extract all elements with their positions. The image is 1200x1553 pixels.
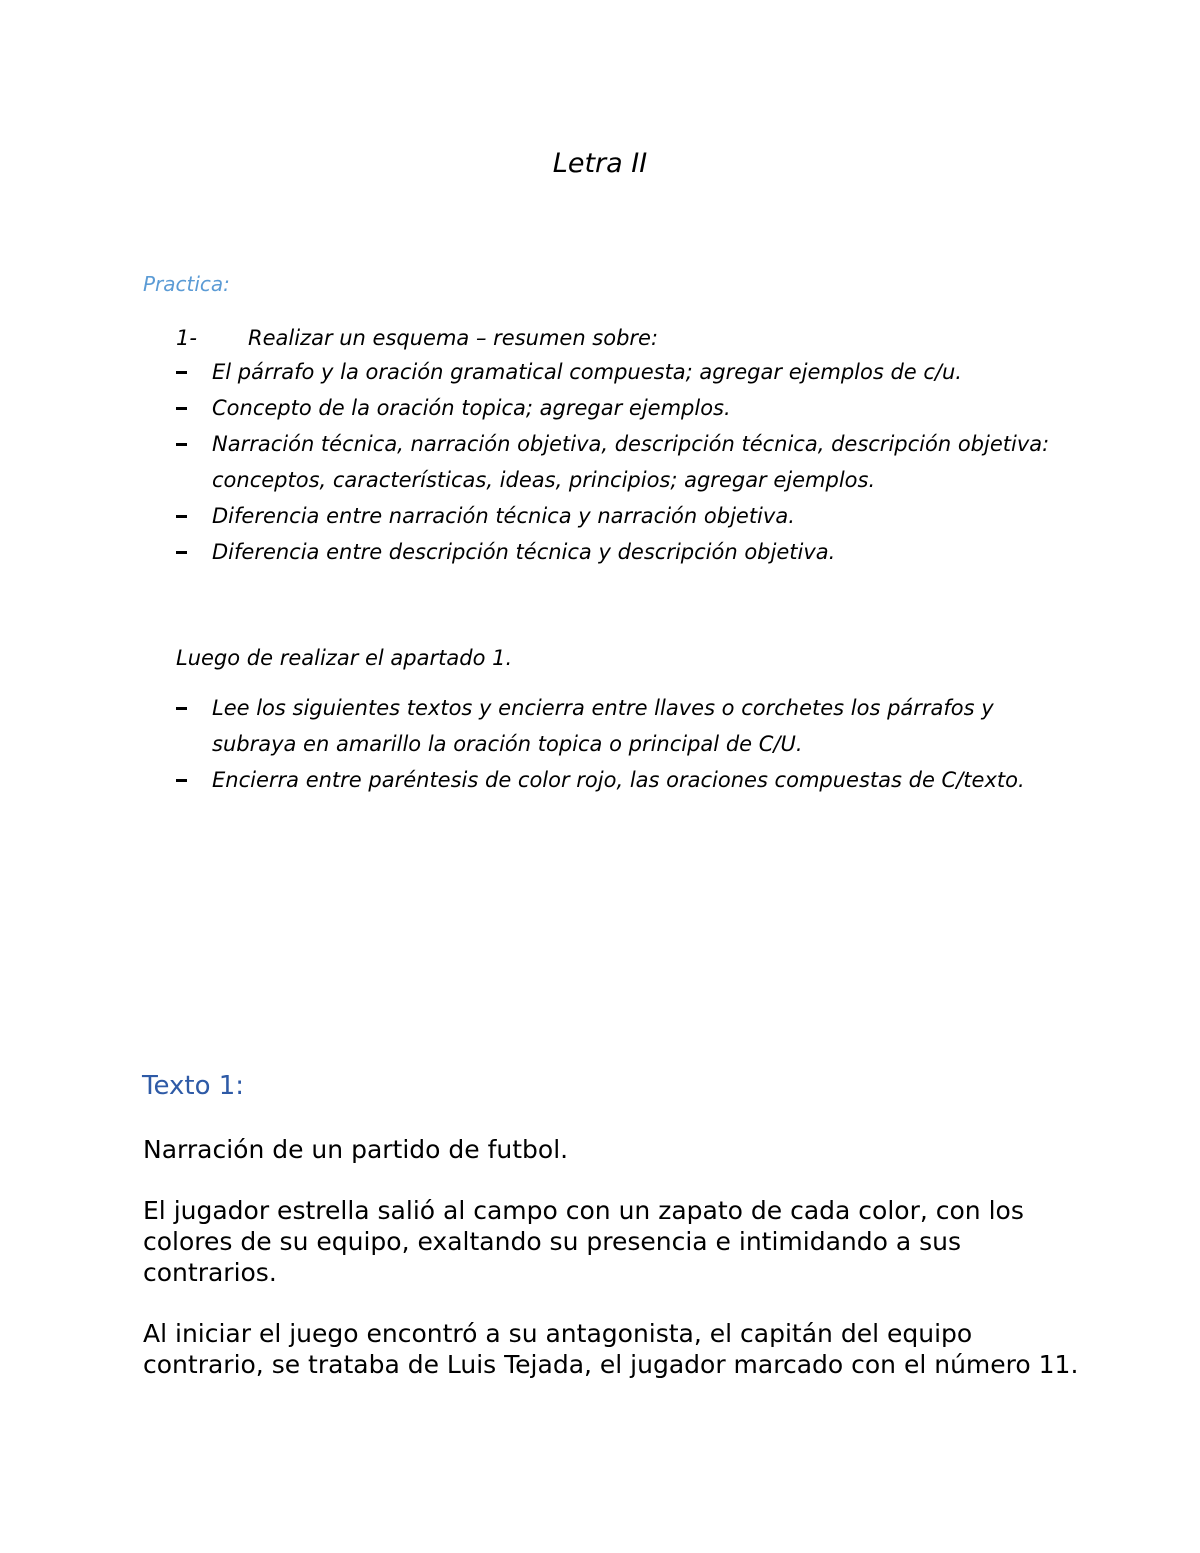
list-item <box>176 534 1076 570</box>
section-label: Practica: <box>143 272 230 296</box>
list-item <box>176 390 1076 426</box>
list-item-text: Lee los siguientes textos y encierra entre llaves o corchetes los párrafos y subraya en amarillo la oración topica o principal de C/U. <box>212 696 994 756</box>
dash-bullet <box>176 407 187 410</box>
list-item <box>176 354 1076 390</box>
dash-bullet <box>176 551 187 554</box>
list-item-text: Concepto de la oración topica; agregar ejemplos. <box>212 396 731 420</box>
text-title: Narración de un partido de futbol. <box>143 1135 569 1164</box>
item-text: Realizar un esquema – resumen sobre: <box>248 326 659 350</box>
list-item-text: Encierra entre paréntesis de color rojo, las oraciones compuestas de C/texto. <box>212 768 1025 792</box>
follow-up-instruction: Luego de realizar el apartado 1. <box>176 646 513 670</box>
instruction-list <box>176 354 1076 570</box>
paragraph: Al iniciar el juego encontró a su antagonista, el capitán del equipo contrario, se trataba de Luis Tejada, el jugador marcado con el número 11. <box>143 1319 1079 1379</box>
dash-bullet <box>176 443 187 446</box>
paragraph: El jugador estrella salió al campo con un zapato de cada color, con los colores de su equipo, exaltando su presencia e intimidando a sus contrarios. <box>143 1196 1024 1287</box>
dash-bullet <box>176 515 187 518</box>
list-item-text: El párrafo y la oración gramatical compuesta; agregar ejemplos de c/u. <box>212 360 962 384</box>
text-heading: Texto 1: <box>142 1071 245 1101</box>
list-item-text: Narración técnica, narración objetiva, descripción técnica, descripción objetiva: conceptos, características, ideas, principios; agregar ejemplos. <box>212 432 1050 492</box>
item-number: 1- <box>176 326 197 350</box>
task-list <box>176 690 1076 798</box>
list-item <box>176 498 1076 534</box>
list-item-text: Diferencia entre descripción técnica y descripción objetiva. <box>212 540 836 564</box>
dash-bullet <box>176 779 187 782</box>
list-item <box>176 690 1076 762</box>
list-item <box>176 426 1076 498</box>
dash-bullet <box>176 371 187 374</box>
list-item-text: Diferencia entre narración técnica y narración objetiva. <box>212 504 795 528</box>
list-item <box>176 762 1076 798</box>
dash-bullet <box>176 707 187 710</box>
document-title: Letra II <box>552 148 648 179</box>
